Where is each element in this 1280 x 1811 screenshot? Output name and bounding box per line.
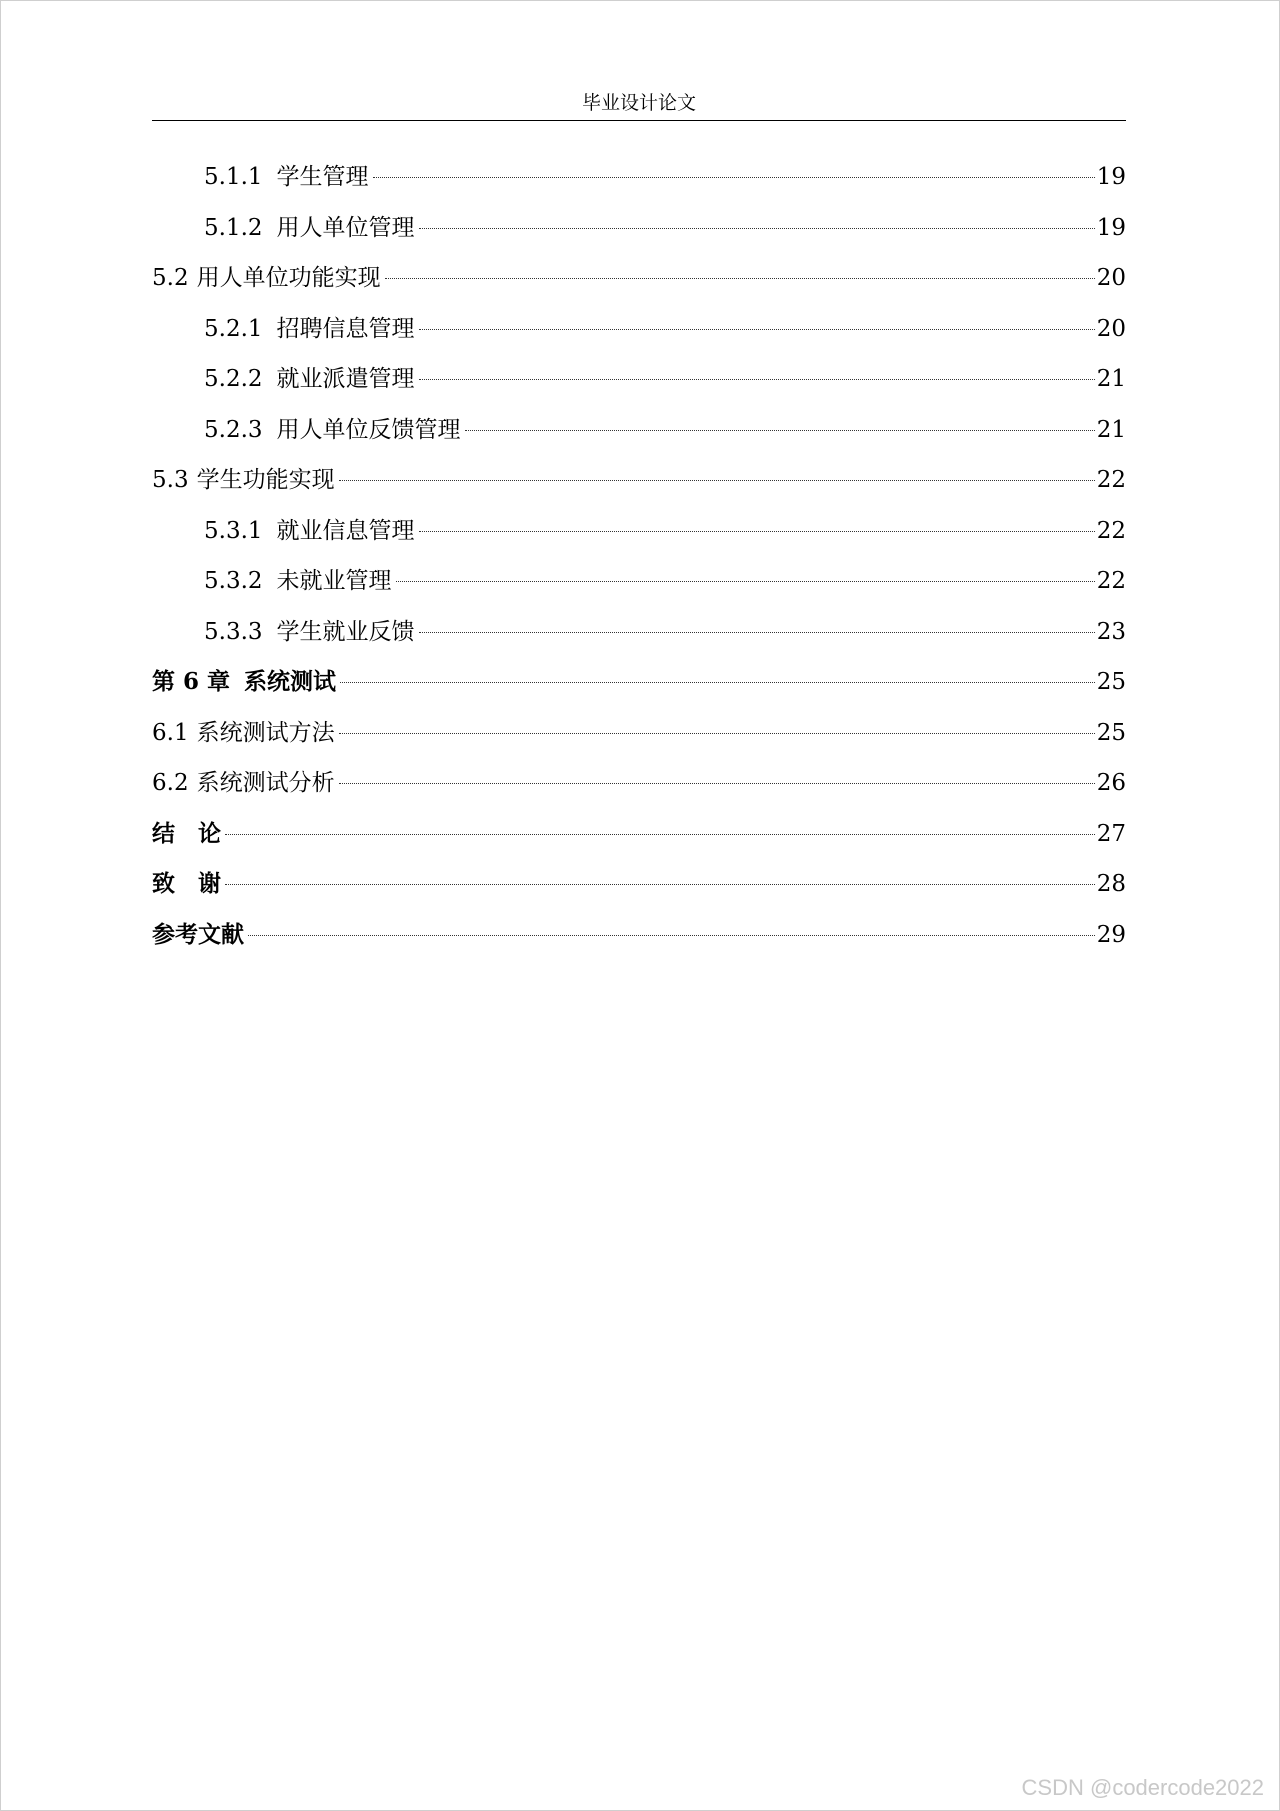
toc-entry-title: 学生管理 bbox=[276, 164, 369, 190]
toc-entry-page-number: 19 bbox=[1096, 214, 1126, 241]
toc-entry[interactable] bbox=[152, 708, 1126, 759]
header-title: 毕业设计论文 bbox=[581, 92, 696, 114]
dot-leader bbox=[419, 329, 1095, 330]
toc-entry-title: 学生功能实现 bbox=[196, 467, 335, 493]
toc-entry[interactable] bbox=[152, 657, 1126, 708]
toc-entry[interactable] bbox=[152, 607, 1126, 658]
dot-leader bbox=[396, 581, 1095, 582]
toc-entry[interactable] bbox=[152, 506, 1126, 557]
toc-entry-page-number: 21 bbox=[1096, 366, 1126, 392]
toc-entry[interactable] bbox=[152, 304, 1126, 355]
running-header bbox=[152, 90, 1126, 121]
toc-entry-title: 致 谢 bbox=[152, 870, 221, 897]
toc-entry-page-number: 26 bbox=[1096, 770, 1126, 796]
toc-entry-title: 结 论 bbox=[152, 819, 221, 847]
toc-entry[interactable] bbox=[152, 556, 1126, 607]
table-of-contents bbox=[152, 152, 1126, 960]
toc-entry-title: 参考文献 bbox=[152, 920, 244, 948]
toc-entry[interactable] bbox=[152, 203, 1126, 254]
toc-entry-page-number: 20 bbox=[1096, 265, 1126, 291]
dot-leader bbox=[385, 278, 1095, 279]
toc-entry-number: 5.3 bbox=[152, 467, 189, 493]
dot-leader bbox=[248, 935, 1095, 936]
dot-leader bbox=[339, 733, 1095, 734]
toc-entry[interactable] bbox=[152, 455, 1126, 506]
dot-leader bbox=[373, 177, 1095, 178]
toc-entry-title: 用人单位功能实现 bbox=[196, 265, 381, 291]
dot-leader bbox=[340, 682, 1095, 683]
dot-leader bbox=[419, 228, 1095, 229]
toc-entry[interactable] bbox=[152, 354, 1126, 405]
toc-entry-page-number: 22 bbox=[1096, 517, 1126, 544]
toc-entry-number: 5.1.2 bbox=[204, 214, 263, 241]
toc-entry[interactable] bbox=[152, 405, 1126, 456]
toc-entry[interactable] bbox=[152, 910, 1126, 961]
toc-entry-title: 用人单位管理 bbox=[276, 214, 415, 241]
watermark: CSDN @codercode2022 bbox=[1021, 1775, 1264, 1800]
toc-entry-page-number: 28 bbox=[1096, 871, 1126, 897]
toc-entry[interactable] bbox=[152, 809, 1126, 860]
dot-leader bbox=[419, 531, 1095, 532]
toc-entry-title: 就业派遣管理 bbox=[276, 366, 415, 392]
dot-leader bbox=[225, 884, 1095, 885]
toc-entry-page-number: 22 bbox=[1096, 568, 1126, 594]
dot-leader bbox=[419, 379, 1095, 380]
dot-leader bbox=[339, 480, 1095, 481]
toc-entry-page-number: 21 bbox=[1096, 416, 1126, 443]
toc-entry-number: 5.2.3 bbox=[204, 416, 263, 443]
toc-entry-page-number: 23 bbox=[1096, 618, 1126, 645]
toc-entry-page-number: 20 bbox=[1096, 315, 1126, 342]
toc-entry-page-number: 29 bbox=[1096, 921, 1126, 948]
toc-entry-page-number: 25 bbox=[1096, 719, 1126, 746]
toc-entry-title: 就业信息管理 bbox=[276, 517, 415, 544]
toc-entry[interactable] bbox=[152, 758, 1126, 809]
toc-entry-number: 5.3.1 bbox=[204, 517, 263, 544]
toc-entry-page-number: 27 bbox=[1096, 820, 1126, 847]
dot-leader bbox=[465, 430, 1095, 431]
toc-entry-page-number: 25 bbox=[1096, 669, 1126, 695]
toc-entry-title: 用人单位反馈管理 bbox=[276, 416, 461, 443]
toc-entry-number: 5.2.1 bbox=[204, 315, 263, 342]
dot-leader bbox=[419, 632, 1095, 633]
toc-entry-number: 5.3.3 bbox=[204, 618, 263, 645]
toc-entry-number: 5.3.2 bbox=[204, 568, 263, 594]
toc-entry-number: 5.1.1 bbox=[204, 164, 263, 190]
toc-entry[interactable] bbox=[152, 253, 1126, 304]
toc-entry[interactable] bbox=[152, 859, 1126, 910]
toc-entry-title: 系统测试分析 bbox=[196, 770, 335, 796]
toc-entry-number: 6.2 bbox=[152, 770, 189, 796]
dot-leader bbox=[225, 834, 1095, 835]
toc-entry-number: 第 6 章 bbox=[152, 668, 231, 695]
toc-entry[interactable] bbox=[152, 152, 1126, 203]
toc-entry-number: 5.2.2 bbox=[204, 366, 263, 392]
toc-entry-title: 学生就业反馈 bbox=[276, 618, 415, 645]
toc-entry-title: 未就业管理 bbox=[276, 568, 392, 594]
toc-entry-page-number: 22 bbox=[1096, 467, 1126, 493]
toc-entry-title: 系统测试方法 bbox=[196, 719, 335, 746]
toc-entry-page-number: 19 bbox=[1096, 164, 1126, 190]
toc-entry-title: 招聘信息管理 bbox=[276, 315, 415, 342]
toc-entry-title: 系统测试 bbox=[244, 668, 337, 695]
dot-leader bbox=[339, 783, 1095, 784]
toc-entry-number: 6.1 bbox=[152, 719, 189, 746]
toc-entry-number: 5.2 bbox=[152, 265, 189, 291]
